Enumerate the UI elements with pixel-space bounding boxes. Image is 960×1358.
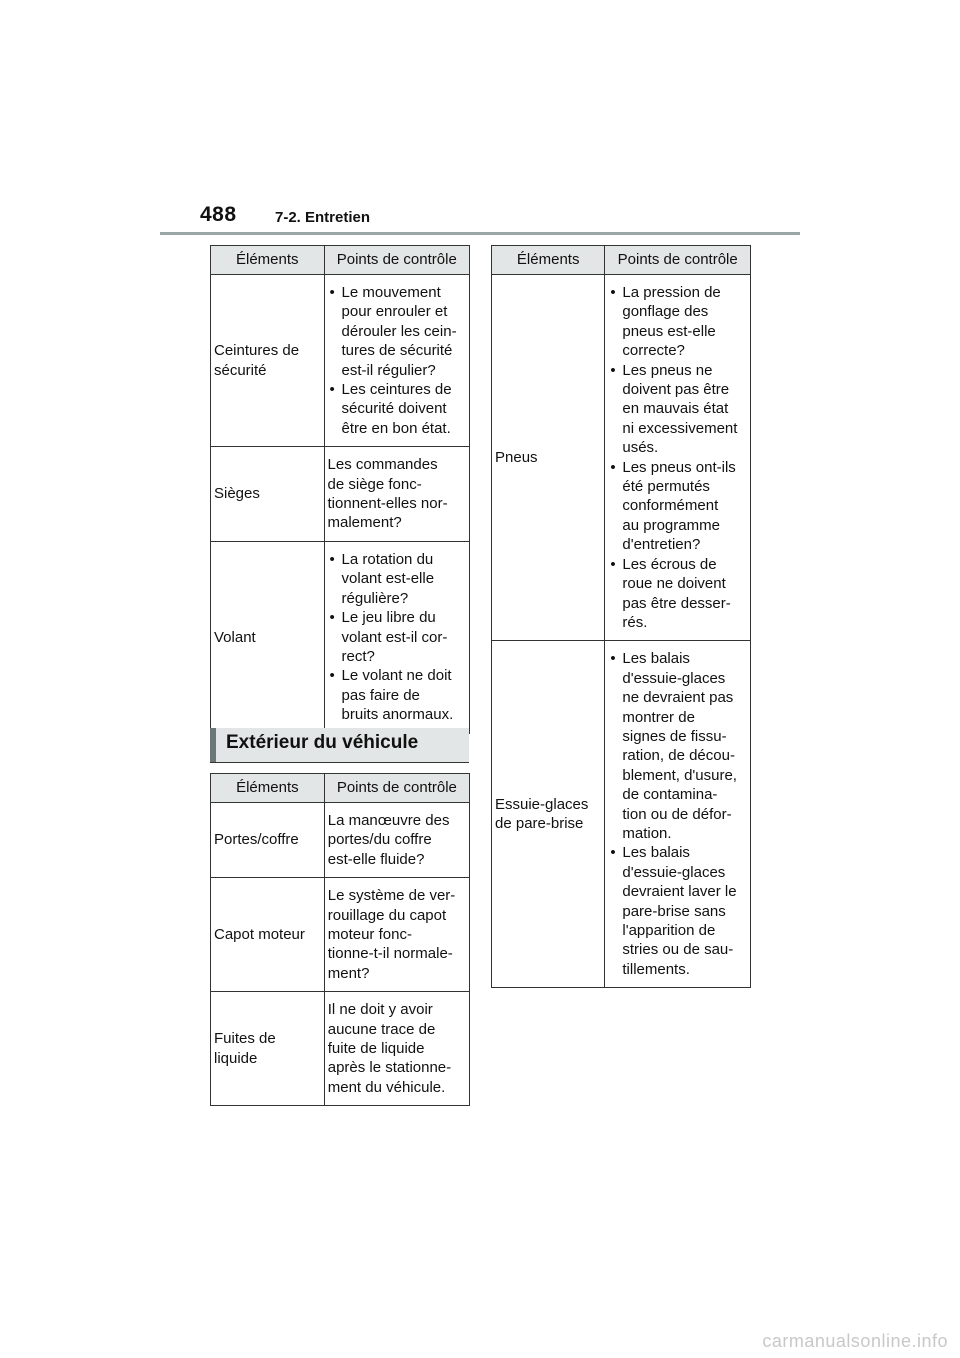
page-number: 488 xyxy=(200,203,237,226)
text-line: Capot moteur xyxy=(214,926,305,944)
text-line: Le système de ver- xyxy=(327,887,456,905)
item-cell xyxy=(211,541,325,733)
text-line: rect? xyxy=(341,647,375,665)
text-line: La rotation du xyxy=(341,550,434,568)
text-line: de pare-brise xyxy=(495,815,584,833)
item-cell xyxy=(492,275,605,641)
text-line: gonflage des xyxy=(622,303,709,321)
item-cell xyxy=(211,447,325,542)
text-line: bruits anormaux. xyxy=(341,706,454,724)
text-line: ne devraient pas xyxy=(622,689,734,707)
text-line: pare-brise sans xyxy=(622,902,726,920)
table-header-row xyxy=(211,774,470,803)
text-line: Fuites de xyxy=(214,1030,276,1048)
text-line: Le mouvement xyxy=(341,284,441,301)
text-line: l'apparition de xyxy=(622,922,716,939)
table-row xyxy=(492,641,751,988)
item-cell xyxy=(211,992,325,1106)
text-line: ration, de décou- xyxy=(622,747,735,765)
table-row xyxy=(211,878,470,992)
table-row xyxy=(492,275,751,641)
text-line: Le volant ne doit xyxy=(341,667,452,685)
text-line: régulière? xyxy=(341,589,409,607)
item-cell xyxy=(211,275,325,447)
check-item xyxy=(608,843,747,979)
check-cell xyxy=(605,641,751,988)
text-line: La pression de xyxy=(622,284,721,301)
column-header: Éléments xyxy=(211,246,325,275)
text-line: volant est-elle xyxy=(341,570,435,588)
check-cell xyxy=(324,878,469,992)
section-heading-text: Extérieur du véhicule xyxy=(226,732,419,753)
text-line: être en bon état. xyxy=(341,419,451,437)
table-row xyxy=(211,447,470,542)
exterior-check-table xyxy=(210,773,470,1106)
item-cell xyxy=(211,878,325,992)
text-line: de contamina- xyxy=(622,786,718,804)
table-header-row xyxy=(492,246,751,275)
table-header-row xyxy=(211,246,470,275)
section-title: 7-2. Entretien xyxy=(275,209,371,226)
text-line: pneus est-elle xyxy=(622,322,716,340)
check-item xyxy=(608,649,747,843)
section-heading xyxy=(210,728,469,762)
text-line: moteur fonc- xyxy=(327,926,412,944)
text-line: après le stationne- xyxy=(327,1059,452,1077)
check-item xyxy=(328,283,466,380)
text-line: Essuie-glaces xyxy=(495,795,589,813)
check-item xyxy=(608,555,747,633)
text-line: ment? xyxy=(327,964,370,982)
check-list xyxy=(608,283,747,632)
text-line: Les écrous de xyxy=(622,555,717,573)
text-line: volant est-il cor- xyxy=(341,628,448,646)
item-cell xyxy=(492,641,605,988)
text-line: correcte? xyxy=(622,342,685,360)
text-line: ni excessivement xyxy=(622,419,738,437)
text-line: d'essuie-glaces xyxy=(622,863,726,881)
text-line: usés. xyxy=(622,439,659,457)
column-header: Points de contrôle xyxy=(605,246,751,275)
text-line: doivent pas être xyxy=(622,381,730,399)
check-cell xyxy=(324,275,469,447)
check-item xyxy=(328,666,466,724)
text-line: rés. xyxy=(622,613,648,631)
text-line: malement? xyxy=(327,514,402,532)
text-line: est-elle fluide? xyxy=(327,850,425,868)
text-line: d'essuie-glaces xyxy=(622,669,726,687)
section-heading-divider xyxy=(210,762,469,763)
text-line: Les pneus ne xyxy=(622,361,713,379)
text-line: fuite de liquide xyxy=(327,1040,425,1058)
text-line: Volant xyxy=(214,628,256,646)
check-cell xyxy=(324,992,469,1106)
text-line: tionnent-elles nor- xyxy=(327,495,448,513)
text-line: au programme xyxy=(622,516,720,534)
text-line: montrer de xyxy=(622,708,695,726)
text-line: Pneus xyxy=(495,448,538,466)
text-line: portes/du coffre xyxy=(327,831,432,849)
text-line: La manœuvre des xyxy=(327,812,450,829)
text-line: devraient laver le xyxy=(622,883,737,901)
table-row xyxy=(211,541,470,733)
text-line: Ceintures de xyxy=(214,342,300,360)
text-line: Le jeu libre du xyxy=(341,609,436,627)
table-row xyxy=(211,275,470,447)
text-line: Les balais xyxy=(622,844,690,862)
text-line: stries ou de sau- xyxy=(622,941,734,959)
check-cell xyxy=(324,447,469,542)
column-header: Éléments xyxy=(492,246,605,275)
text-line: sécurité xyxy=(214,361,267,379)
check-item xyxy=(608,458,747,555)
text-line: tures de sécurité xyxy=(341,342,453,360)
text-line: de siège fonc- xyxy=(327,475,422,493)
tires-wipers-check-table xyxy=(491,245,751,988)
check-cell xyxy=(324,541,469,733)
text-line: blement, d'usure, xyxy=(622,766,737,784)
text-line: Les commandes xyxy=(327,456,438,474)
column-header: Éléments xyxy=(211,774,325,803)
text-line: liquide xyxy=(214,1049,258,1067)
text-line: été permutés xyxy=(622,478,710,496)
text-line: rouillage du capot xyxy=(327,906,447,924)
text-line: tionne-t-il normale- xyxy=(327,945,453,963)
check-item xyxy=(328,380,466,438)
check-item xyxy=(328,608,466,666)
text-line: pas faire de xyxy=(341,686,420,704)
text-line: est-il régulier? xyxy=(341,361,436,379)
text-line: pour enrouler et xyxy=(341,303,448,321)
column-header: Points de contrôle xyxy=(324,774,469,803)
check-item xyxy=(608,283,747,361)
text-line: Les pneus ont-ils xyxy=(622,458,736,476)
watermark: carmanualsonline.info xyxy=(762,1331,948,1351)
item-cell xyxy=(211,803,325,878)
text-line: Sièges xyxy=(214,485,260,503)
text-line: roue ne doivent xyxy=(622,575,726,593)
text-line: Les balais xyxy=(622,650,690,668)
check-cell xyxy=(605,275,751,641)
header-divider xyxy=(160,232,800,235)
table-row xyxy=(211,992,470,1106)
text-line: Il ne doit y avoir xyxy=(327,1001,433,1019)
text-line: Les ceintures de xyxy=(341,381,452,399)
check-list xyxy=(328,550,466,725)
text-line: d'entretien? xyxy=(622,536,701,554)
text-line: aucune trace de xyxy=(327,1020,436,1038)
text-line: ment du véhicule. xyxy=(327,1078,446,1096)
text-line: mation. xyxy=(622,824,672,842)
text-line: conformément xyxy=(622,497,719,515)
text-line: sécurité doivent xyxy=(341,400,447,418)
check-list xyxy=(328,283,466,438)
check-cell xyxy=(324,803,469,878)
text-line: tion ou de défor- xyxy=(622,805,732,823)
text-line: dérouler les cein- xyxy=(341,322,457,340)
check-item xyxy=(328,550,466,608)
text-line: en mauvais état xyxy=(622,400,729,418)
column-header: Points de contrôle xyxy=(324,246,469,275)
text-line: pas être desser- xyxy=(622,594,731,612)
check-list xyxy=(608,649,747,979)
text-line: Portes/coffre xyxy=(214,831,299,849)
text-line: tillements. xyxy=(622,960,690,978)
interior-check-table xyxy=(210,245,470,734)
check-item xyxy=(608,361,747,458)
table-row xyxy=(211,803,470,878)
text-line: signes de fissu- xyxy=(622,727,727,745)
